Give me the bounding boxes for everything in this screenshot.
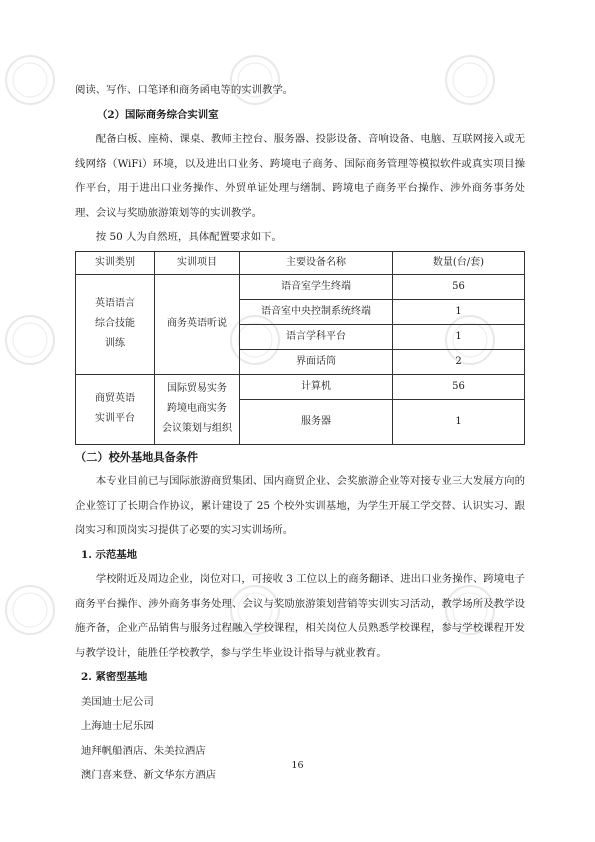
category-line: 实训平台	[95, 413, 135, 424]
equipment-cell: 界面话筒	[240, 349, 393, 374]
equipment-cell: 服务器	[240, 399, 393, 444]
heading-close-base: 2. 紧密型基地	[81, 671, 148, 683]
training-room-paragraph: 配备白板、座椅、课桌、教师主控台、服务器、投影设备、音响设备、电脑、互联网接入或无线网络（WiFi）环境，以及进出口业务、跨境电子商务、国际商务管理等模拟软件或真实项目操作平台，用于进出口业务操作、外贸单证处理与缮制、跨境电子商务平台操作、涉外商务事务处理、会议与奖励旅游策划等的实训教学。	[75, 133, 525, 219]
category-line: 英语语言	[95, 298, 135, 309]
equipment-cell: 语音室学生终端	[240, 274, 393, 299]
demo-base-paragraph: 学校附近及周边企业，岗位对口，可接收 3 工位以上的商务翻译、进出口业务操作、跨境电子商务平台操作、涉外商务事务处理、会议与奖励旅游策划营销等实训实习活动，教学场所及教学设施齐备，企业产品销售与服务过程融入学校课程，相关岗位人员熟悉学校课程，参与学校课程开发与教学设计，能胜任学校教学，参与学生毕业设计指导与就业教育。	[75, 573, 525, 659]
category-cell	[76, 274, 155, 374]
category-line: 商贸英语	[95, 393, 135, 404]
category-line: 综合技能	[95, 318, 135, 329]
list-item: 美国迪士尼公司	[81, 695, 154, 708]
offcampus-paragraph: 本专业目前已与国际旅游商贸集团、国内商贸企业、会奖旅游企业等对接专业三大发展方向的企业签订了长期合作协议，累计建设了 25 个校外实训基地，为学生开展工学交替、认识实习、跟岗实习和顶岗实习提供了必要的实习实训场所。	[75, 475, 525, 536]
section-heading-training-room: （2）国际商务综合实训室	[97, 108, 219, 121]
project-line: 国际贸易实务	[167, 383, 227, 394]
table-row	[76, 274, 525, 299]
intro-line: 阅读、写作、口笔译和商务函电等的实训教学。	[75, 84, 294, 96]
list-item: 上海迪士尼乐园	[81, 720, 154, 732]
project-line: 跨境电商实务	[167, 403, 227, 414]
table-header-row	[76, 251, 525, 274]
project-line: 会议策划与组织	[162, 423, 232, 434]
project-cell: 商务英语听说	[155, 274, 240, 374]
class-size-note: 按 50 人为自然班，具体配置要求如下。	[95, 231, 282, 243]
quantity-cell: 56	[393, 274, 525, 299]
header-project: 实训项目	[155, 251, 240, 274]
quantity-cell: 1	[393, 399, 525, 444]
category-line: 训练	[105, 338, 125, 349]
quantity-cell: 56	[393, 374, 525, 399]
quantity-cell: 1	[393, 299, 525, 324]
quantity-cell: 2	[393, 349, 525, 374]
list-item: 澳门喜来登、新文华东方酒店	[81, 769, 217, 781]
heading-demo-base: 1. 示范基地	[81, 548, 138, 561]
header-equipment: 主要设备名称	[240, 251, 393, 274]
table-row	[76, 374, 525, 399]
quantity-cell: 1	[393, 324, 525, 349]
list-item: 迪拜帆船酒店、朱美拉酒店	[81, 744, 206, 757]
header-quantity: 数量(台/套)	[393, 251, 525, 274]
document-body	[75, 78, 525, 788]
project-cell	[155, 374, 240, 444]
category-cell	[76, 374, 155, 444]
header-category: 实训类别	[76, 251, 155, 274]
equipment-table	[75, 251, 525, 445]
section-heading-offcampus: （二）校外基地具备条件	[75, 449, 199, 464]
equipment-cell: 计算机	[240, 374, 393, 399]
page-number: 16	[291, 760, 304, 771]
equipment-cell: 语音室中央控制系统终端	[240, 299, 393, 324]
equipment-cell: 语言学科平台	[240, 324, 393, 349]
